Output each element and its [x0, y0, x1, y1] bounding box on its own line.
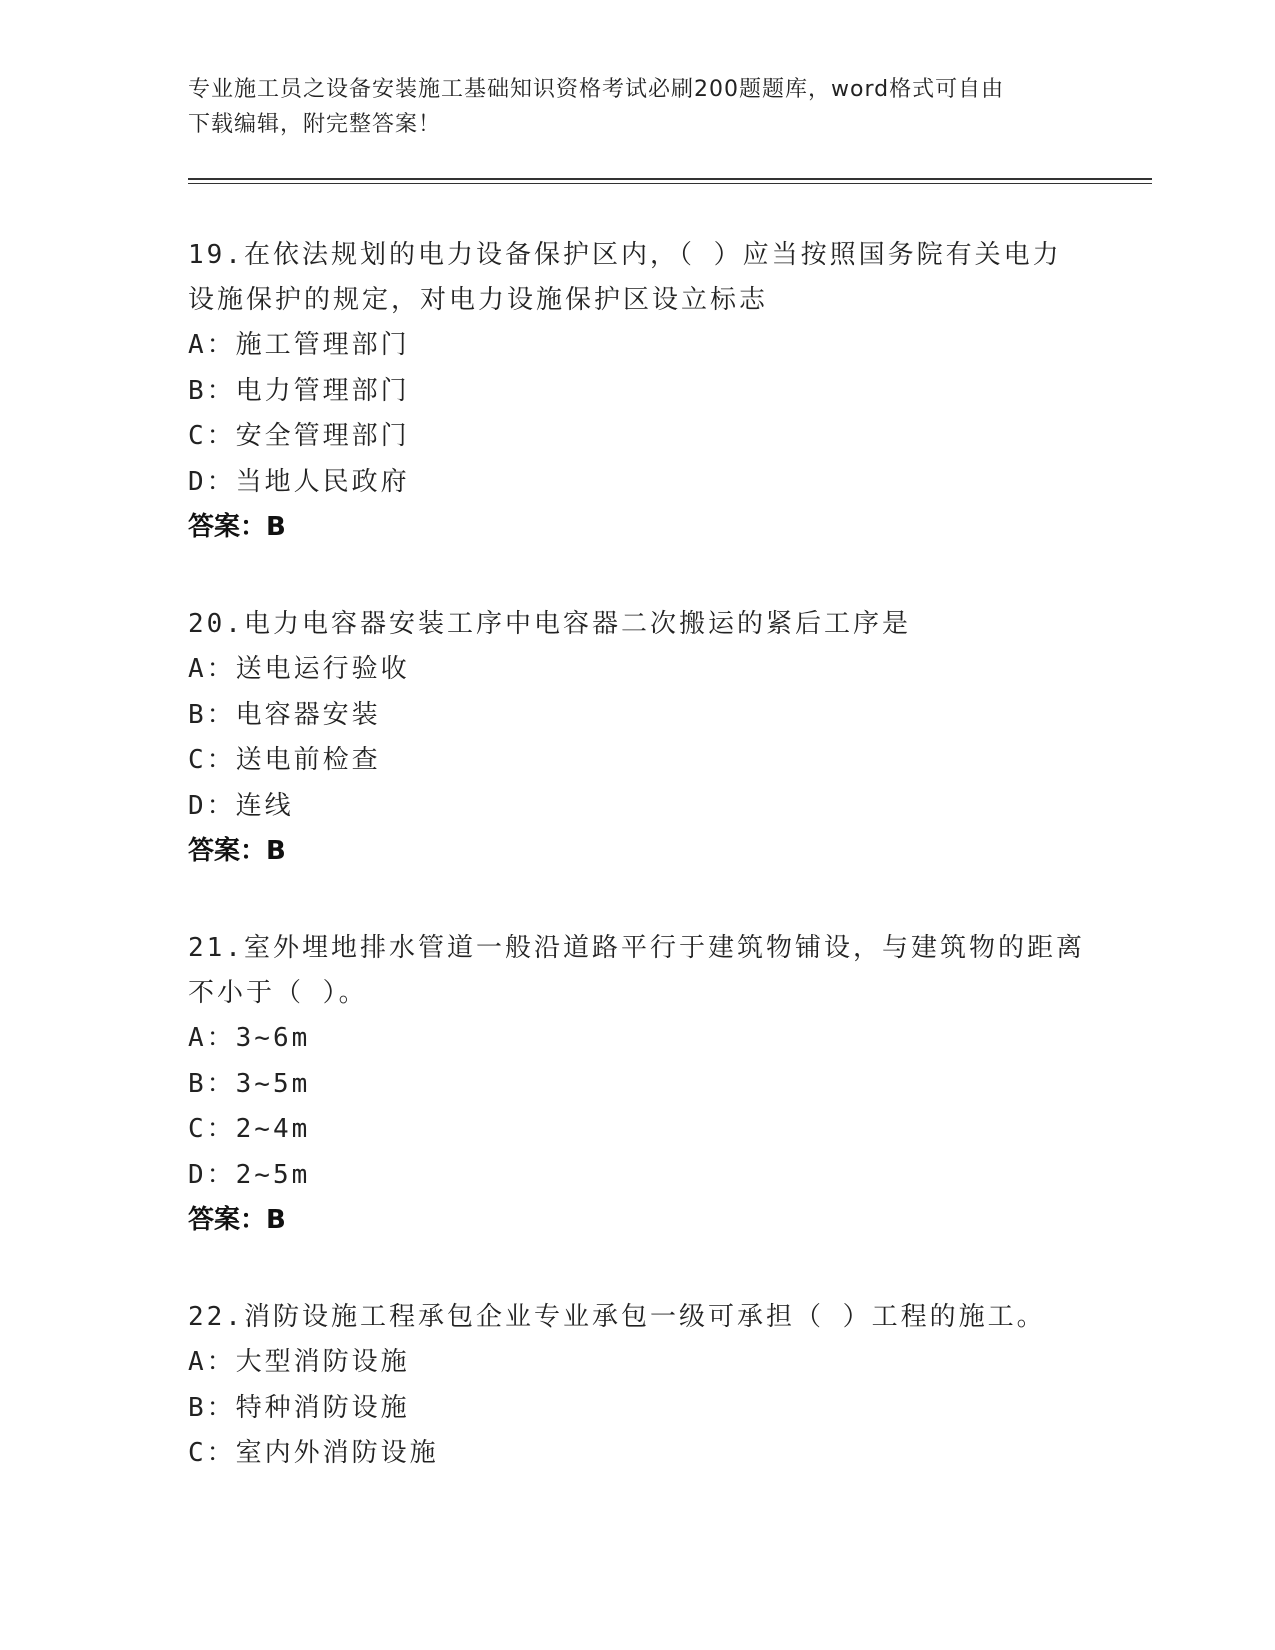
question-stem-line: 不小于（ ）。 [188, 978, 368, 1008]
header-divider-thin [188, 183, 1152, 184]
option-c: C：室内外消防设施 [188, 1438, 439, 1468]
answer-label: 答案：B [188, 1205, 286, 1235]
question-20 [188, 602, 1088, 874]
question-22 [188, 1295, 1088, 1477]
answer-label: 答案：B [188, 512, 286, 542]
question-21 [188, 926, 1088, 1243]
question-stem-line: 21.室外埋地排水管道一般沿道路平行于建筑物铺设，与建筑物的距离 [188, 933, 1085, 963]
option-a: A：3~6m [188, 1023, 311, 1053]
header-line-2: 下载编辑，附完整答案！ [188, 112, 442, 137]
question-stem-line: 20.电力电容器安装工序中电容器二次搬运的紧后工序是 [188, 609, 911, 639]
question-stem-line: 19.在依法规划的电力设备保护区内，（ ）应当按照国务院有关电力 [188, 240, 1062, 270]
option-a: A：大型消防设施 [188, 1347, 410, 1377]
header-divider-thick [188, 178, 1152, 180]
question-stem-line: 22.消防设施工程承包企业专业承包一级可承担（ ）工程的施工。 [188, 1302, 1046, 1332]
option-c: C：安全管理部门 [188, 421, 410, 451]
question-19 [188, 233, 1088, 550]
question-stem-line: 设施保护的规定，对电力设施保护区设立标志 [188, 285, 769, 315]
option-c: C：2~4m [188, 1114, 311, 1144]
question-list [188, 233, 1088, 1529]
option-c: C：送电前检查 [188, 745, 381, 775]
option-a: A：送电运行验收 [188, 654, 410, 684]
header-line-1: 专业施工员之设备安装施工基础知识资格考试必刷200题题库，word格式可自由 [188, 77, 1005, 102]
answer-label: 答案：B [188, 836, 286, 866]
option-b: B：电容器安装 [188, 699, 381, 730]
option-b: B：3~5m [188, 1068, 311, 1099]
option-b: B：电力管理部门 [188, 375, 410, 406]
option-d: D：当地人民政府 [188, 466, 410, 497]
option-d: D：2~5m [188, 1159, 311, 1190]
option-a: A：施工管理部门 [188, 330, 410, 360]
document-header [188, 72, 1088, 142]
option-b: B：特种消防设施 [188, 1392, 410, 1423]
option-d: D：连线 [188, 790, 294, 821]
